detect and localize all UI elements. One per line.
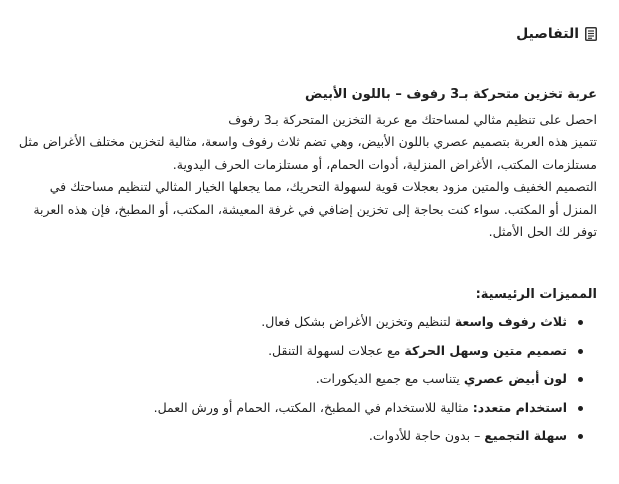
feature-text: مع عجلات لسهولة التنقل. [268, 342, 405, 358]
feature-text: لتنظيم وتخزين الأغراض بشكل فعال. [261, 314, 455, 329]
feature-text: يتناسب مع جميع الديكورات. [315, 371, 464, 386]
feature-text: مثالية للاستخدام في المطبخ، المكتب، الحمام أو ورش العمل. [153, 399, 473, 415]
product-description [12, 84, 597, 451]
document-icon [585, 27, 597, 41]
feature-title: لون أبيض عصري [463, 371, 567, 386]
feature-item [12, 365, 583, 394]
feature-title: استخدام متعدد: [472, 399, 567, 415]
feature-text: – بدون حاجة للأدوات. [368, 428, 485, 443]
details-heading: التفاصيل [516, 26, 579, 42]
features-heading: المميزات الرئيسية: [475, 286, 597, 302]
product-paragraph-2: التصميم الخفيف والمتين مزود بعجلات قوية لسهولة التحريك، مما يجعلها الخيار المثالي لتنظيم مساحتك في المنزل أو المكتب. سواء كنت بحاجة إلى تخزين إضافي في غرفة المعيشة، المكتب، أو المطبخ، فإن هذه العربة توفر لك الحل الأمثل. [33, 179, 597, 239]
features-list [12, 308, 597, 451]
feature-item [12, 422, 583, 451]
feature-item [12, 337, 583, 366]
feature-title: تصميم متين وسهل الحركة [404, 342, 567, 358]
feature-item [12, 308, 583, 337]
feature-title: سهلة التجميع [484, 428, 567, 443]
details-header [516, 26, 597, 42]
product-paragraph-1: تتميز هذه العربة بتصميم عصري باللون الأبيض، وهي تضم ثلاث رفوف واسعة، مثالية لتخزين مختلف الأغراض مثل مستلزمات المكتب، الأغراض المنزلية، أدوات الحمام، أو مستلزمات الحرف اليدوية. [18, 134, 597, 172]
product-title: عربة تخزين متحركة بـ3 رفوف – باللون الأبيض [305, 87, 597, 102]
feature-item [12, 394, 583, 423]
feature-title: ثلاث رفوف واسعة [454, 314, 567, 329]
product-intro: احصل على تنظيم مثالي لمساحتك مع عربة التخزين المتحركة بـ3 رفوف [228, 111, 597, 127]
